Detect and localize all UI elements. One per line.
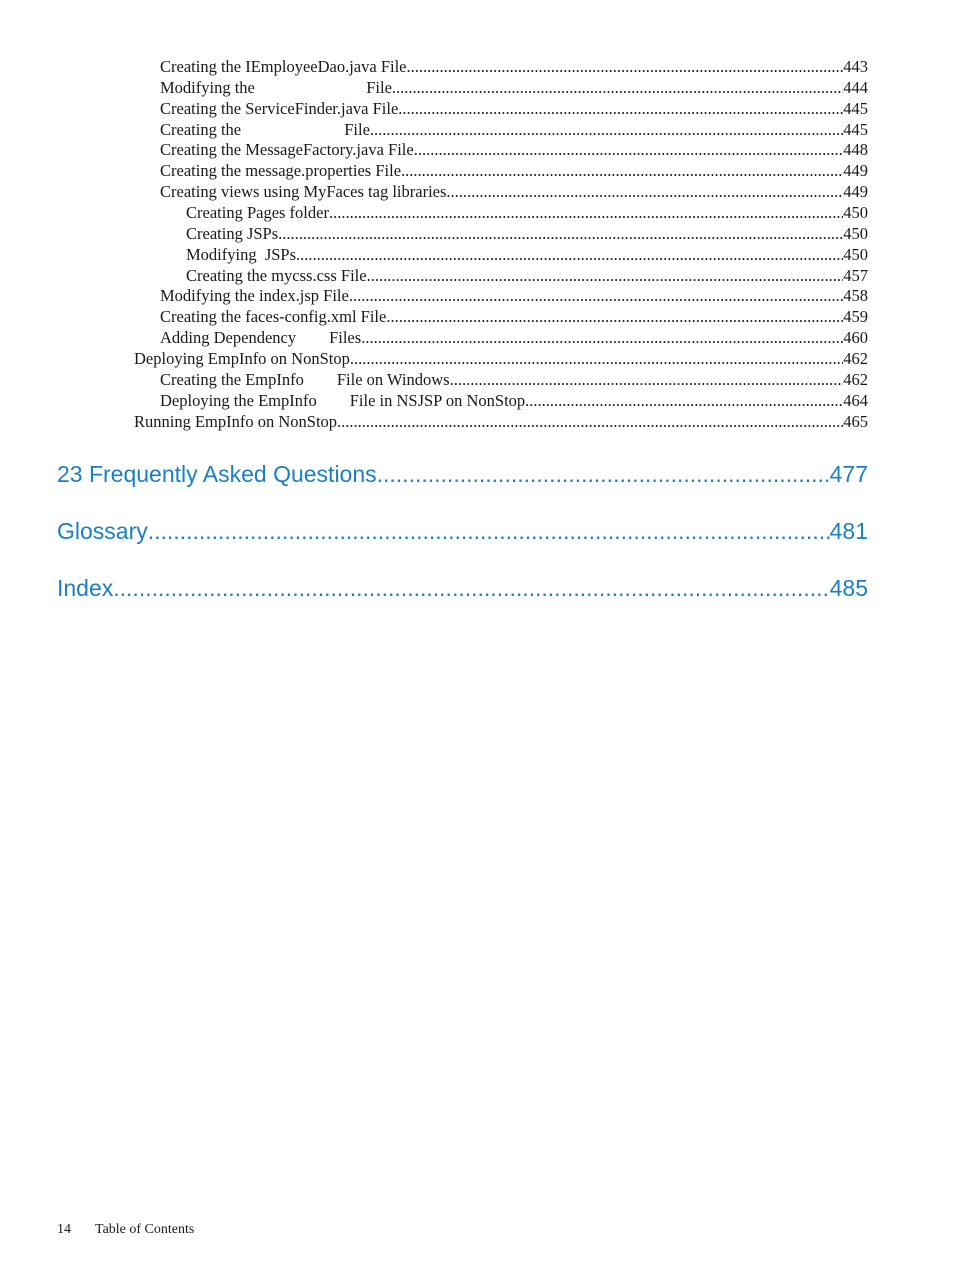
toc-entry[interactable]	[186, 223, 868, 244]
toc-entry-page: 445	[843, 120, 868, 139]
toc-entry-page: 457	[843, 266, 868, 285]
toc-entry[interactable]	[160, 139, 868, 160]
toc-entry-page: 449	[843, 182, 868, 201]
toc-entry[interactable]	[160, 119, 868, 140]
toc-entry-title: Creating JSPs	[186, 224, 279, 243]
toc-entry-page: 450	[843, 245, 868, 264]
toc-entry-title: Modifying JSPs	[186, 245, 297, 264]
toc-entry-page: 462	[843, 349, 868, 368]
toc-entry-page: 462	[843, 370, 868, 389]
toc-entry[interactable]	[160, 98, 868, 119]
toc-entry[interactable]	[160, 327, 868, 348]
toc-entry-page: 459	[843, 307, 868, 326]
toc-entry-page: 450	[843, 224, 868, 243]
toc-entry-page: 465	[843, 412, 868, 431]
toc-entry-title: Creating Pages folder	[186, 203, 329, 222]
toc-entry[interactable]	[160, 160, 868, 181]
page-number: 14	[57, 1222, 71, 1237]
toc-entry-title: Modifying the File	[160, 78, 392, 97]
toc-entry-title: Deploying EmpInfo on NonStop	[134, 349, 350, 368]
toc-chapter-entry[interactable]	[57, 516, 868, 546]
toc-chapter-page: 481	[829, 518, 868, 544]
toc-entry[interactable]	[186, 265, 868, 286]
toc-entry-page: 443	[843, 57, 868, 76]
toc-entry[interactable]	[160, 181, 868, 202]
toc-entry[interactable]	[160, 77, 868, 98]
toc-chapter-title: Index	[57, 575, 114, 601]
toc-entry[interactable]	[160, 306, 868, 327]
toc-entry-title: Creating views using MyFaces tag libraries	[160, 182, 447, 201]
toc-entry-title: Creating the MessageFactory.java File	[160, 140, 414, 159]
toc-entry[interactable]	[160, 369, 868, 390]
toc-entry-title: Creating the File	[160, 120, 370, 139]
toc-chapter-entry[interactable]	[57, 459, 868, 489]
toc-chapter-page: 485	[829, 575, 868, 601]
toc-entry-title: Creating the mycss.css File	[186, 266, 367, 285]
toc-entry[interactable]	[186, 202, 868, 223]
footer-label: Table of Contents	[95, 1222, 195, 1237]
toc-entry[interactable]	[160, 56, 868, 77]
toc-entry-page: 460	[843, 328, 868, 347]
toc-entry-title: Adding Dependency Files	[160, 328, 362, 347]
toc-entry-page: 464	[843, 391, 868, 410]
toc-entry[interactable]	[134, 411, 868, 432]
toc-entry-page: 448	[843, 140, 868, 159]
toc-entry-title: Creating the message.properties File	[160, 161, 402, 180]
toc-entry-title: Deploying the EmpInfo File in NSJSP on NonStop	[160, 391, 526, 410]
toc-entry-page: 445	[843, 99, 868, 118]
toc-chapter-entry[interactable]	[57, 573, 868, 603]
toc-chapter-title: 23 Frequently Asked Questions	[57, 461, 377, 487]
toc-entry-page: 458	[843, 286, 868, 305]
toc-entry[interactable]	[186, 244, 868, 265]
toc-entry-title: Creating the ServiceFinder.java File	[160, 99, 399, 118]
toc-entry-page: 444	[843, 78, 868, 97]
toc-entry-title: Running EmpInfo on NonStop	[134, 412, 338, 431]
toc-entry[interactable]	[134, 348, 868, 369]
toc-entry-title: Creating the faces-config.xml File	[160, 307, 387, 326]
toc-chapter-page: 477	[829, 461, 868, 487]
toc-chapter-title: Glossary	[57, 518, 148, 544]
page-footer	[57, 1222, 194, 1238]
toc-entry-title: Creating the IEmployeeDao.java File	[160, 57, 407, 76]
toc-entry[interactable]	[160, 390, 868, 411]
toc-entry-title: Creating the EmpInfo File on Windows	[160, 370, 450, 389]
toc-entry-title: Modifying the index.jsp File	[160, 286, 349, 305]
toc-entry-page: 449	[843, 161, 868, 180]
toc-entry[interactable]	[160, 285, 868, 306]
toc-entry-page: 450	[843, 203, 868, 222]
